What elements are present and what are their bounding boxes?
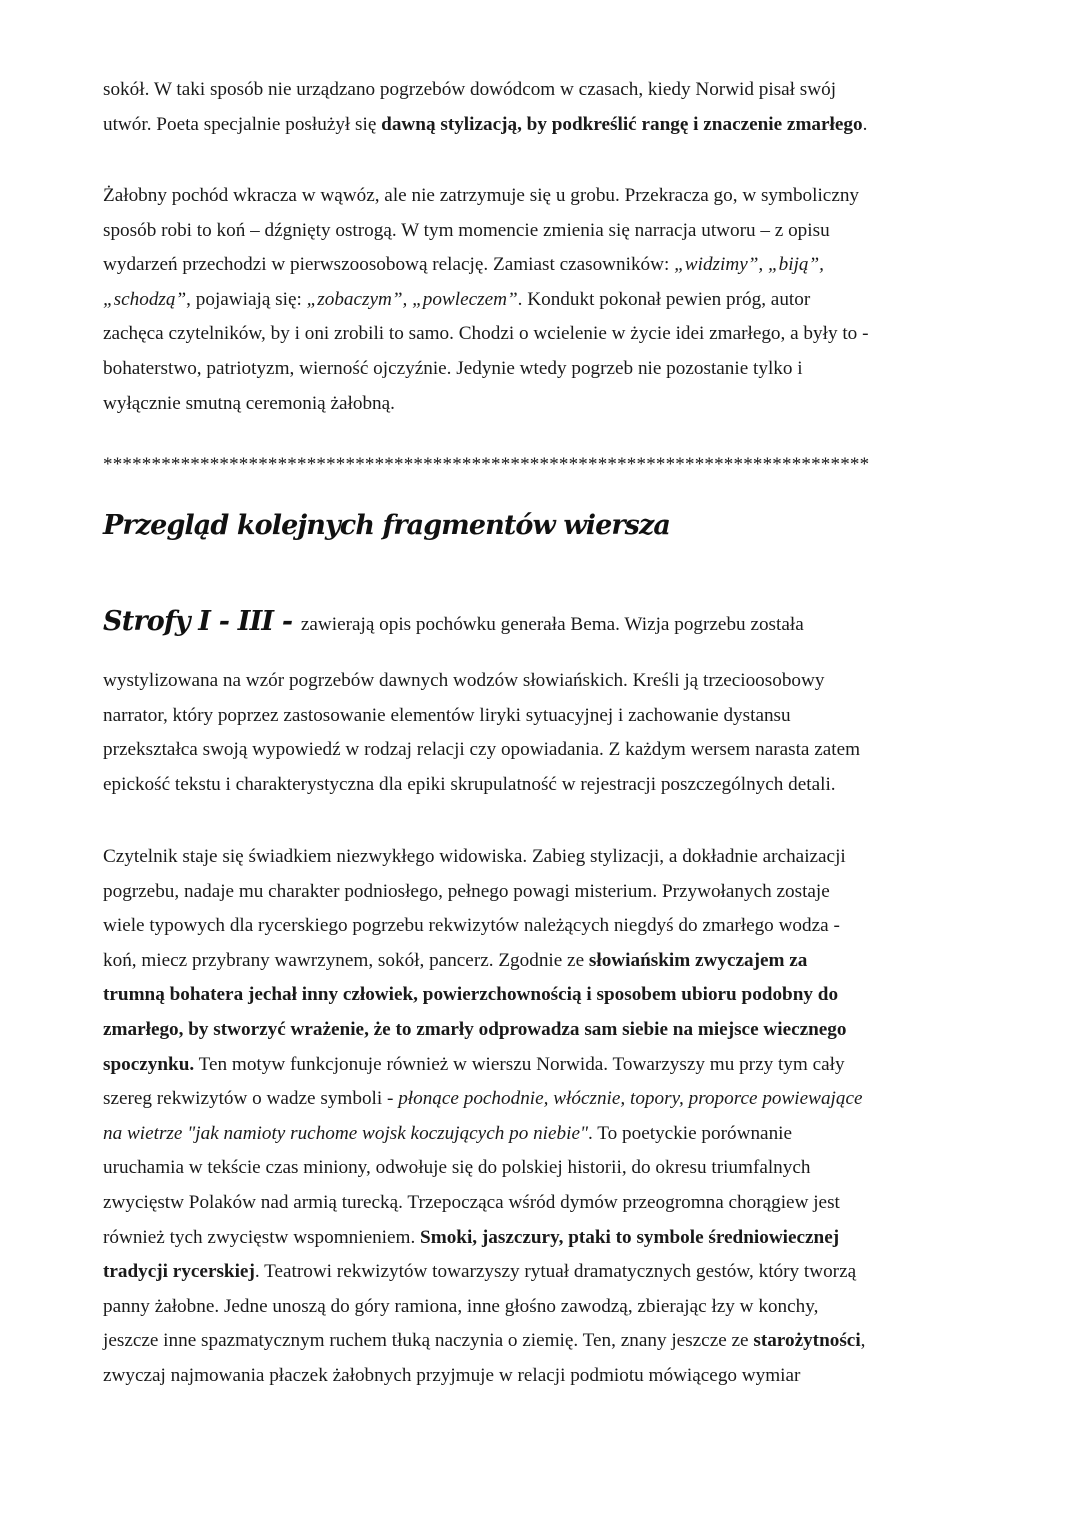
text-line [103, 978, 983, 1013]
text-run: wyłącznie smutną ceremonią żałobną. [103, 392, 395, 414]
text-run: , pojawiają się: [186, 288, 307, 310]
text-line [103, 1082, 983, 1117]
text-run: panny żałobne. Jedne unoszą do góry ramiona, inne głośno zawodzą, zbierając łzy w konchy, [103, 1295, 819, 1317]
text-line [103, 1013, 983, 1048]
text-line [103, 909, 983, 944]
text-line [103, 875, 983, 910]
text-line [103, 179, 983, 214]
text-run: zachęca czytelników, by i oni zrobili to samo. Chodzi o wcielenie w życie idei zmarłego, a były to - [103, 323, 869, 345]
text-run: narrator, który poprzez zastosowanie elementów liryki sytuacyjnej i zachowanie dystansu [103, 704, 791, 726]
bold-text: tradycji rycerskiej [103, 1261, 255, 1283]
text-run: jeszcze inne spazmatycznym ruchem tłuką naczynia o ziemię. Ten, znany jeszcze ze [103, 1330, 754, 1352]
bold-text: starożytności [753, 1330, 861, 1352]
paragraph-procession [103, 179, 983, 421]
text-run: również tych zwycięstw wspomnieniem. [103, 1226, 421, 1248]
text-line [103, 1255, 983, 1290]
text-run: zwyczaj najmowania płaczek żałobnych przyjmuje w relacji podmiotu mówiącego wymiar [103, 1364, 801, 1386]
italic-text: „zobaczym”, „powleczem” [306, 288, 518, 310]
bold-text: dawną stylizacją, by podkreślić rangę i znaczenie zmarłego [381, 113, 863, 135]
text-line [103, 944, 983, 979]
text-run: . Teatrowi rekwizytów towarzyszy rytuał dramatycznych gestów, który tworzą [254, 1261, 857, 1283]
text-run: uruchamia w tekście czas miniony, odwołuje się do polskiej historii, do okresu triumfalnych [103, 1157, 811, 1179]
text-line [103, 1117, 983, 1152]
text-run: . To poetyckie porównanie [588, 1122, 793, 1144]
text-line [103, 664, 983, 699]
text-run: wystylizowana na wzór pogrzebów dawnych wodzów słowiańskich. Kreśli ją trzecioosobowy [103, 670, 825, 691]
text-line [103, 1221, 983, 1256]
text-run: Czytelnik staje się świadkiem niezwykłego widowiska. Zabieg stylizacji, a dokładnie archaizacji [103, 846, 846, 867]
bold-text: Smoki, jaszczury, ptaki to symbole średniowiecznej [420, 1226, 840, 1248]
text-line [103, 214, 983, 249]
text-run: zwycięstw Polaków nad armią turecką. Trzepocząca wśród dymów przeogromna chorągiew jest [103, 1191, 840, 1213]
text-run: . [862, 113, 868, 135]
bold-text: spoczynku. [103, 1053, 195, 1075]
text-run: bohaterstwo, patriotyzm, wierność ojczyźnie. Jedynie wtedy pogrzeb nie pozostanie tylko i [103, 357, 803, 379]
text-line [103, 1359, 983, 1394]
text-run: epickość tekstu i charakterystyczna dla epiki skrupulatność w rejestracji poszczególnych detali. [103, 773, 836, 795]
text-run: szereg rekwizytów o wadze symboli - [103, 1088, 399, 1110]
text-line [103, 352, 983, 387]
paragraph-strofy-description [103, 664, 983, 802]
strofy-intro-line [103, 606, 804, 637]
bold-text: trumną bohatera jechał inny człowiek, powierzchownością i sposobem ubioru podobny do [103, 984, 839, 1006]
text-line [103, 1151, 983, 1186]
text-line [103, 1324, 983, 1359]
paragraph-spectacle [103, 840, 983, 1394]
text-run: utwór. Poeta specjalnie posłużył się [103, 113, 382, 135]
strofy-label: Strofy I - III - [103, 606, 301, 637]
text-line [103, 1290, 983, 1325]
text-run: wiele typowych dla rycerskiego pogrzebu rekwizytów należących niegdyś do zmarłego wodza - [103, 915, 840, 937]
italic-text: „schodzą” [103, 288, 187, 310]
italic-text: na wietrze "jak namioty ruchome wojsk koczujących po niebie" [103, 1122, 589, 1144]
text-line [103, 768, 983, 803]
text-run: . Kondukt pokonał pewien próg, autor [517, 288, 811, 310]
bold-text: zmarłego, by stworzyć wrażenie, że to zmarły odprowadza sam siebie na miejsce wiecznego [103, 1018, 847, 1040]
text-line [103, 283, 983, 318]
paragraph-intro [103, 73, 983, 142]
text-run: przekształca swoją wypowiedź w rodzaj relacji czy opowiadania. Z każdym wersem narasta zatem [103, 739, 861, 761]
text-run: wydarzeń przechodzi w pierwszoosobową relację. Zamiast czasowników: [103, 254, 675, 276]
strofy-text: zawierają opis pochówku generała Bema. Wizja pogrzebu została [300, 614, 804, 635]
text-line [103, 699, 983, 734]
bold-text: słowiańskim zwyczajem za [588, 949, 808, 971]
text-line [103, 108, 983, 143]
italic-text: płonące pochodnie, włócznie, topory, proporce powiewające [398, 1088, 863, 1110]
text-line [103, 1186, 983, 1221]
text-run: Żałobny pochód wkracza w wąwóz, ale nie zatrzymuje się u grobu. Przekracza go, w symboliczny [103, 185, 860, 206]
text-run: koń, miecz przybrany wawrzynem, sokół, pancerz. Zgodnie ze [103, 949, 589, 971]
italic-text: „widzimy”, „biją”, [674, 254, 824, 276]
text-line [103, 317, 983, 352]
asterisk-separator: ******************************************************************************* [103, 454, 870, 475]
text-line [103, 73, 983, 108]
text-run: sposób robi to koń – dźgnięty ostrogą. W tym momencie zmienia się narracja utworu – z opisu [103, 219, 830, 241]
text-run: Ten motyw funkcjonuje również w wierszu Norwida. Towarzyszy mu przy tym cały [194, 1053, 845, 1075]
text-run: , [860, 1330, 866, 1352]
text-line [103, 840, 983, 875]
section-heading: Przegląd kolejnych fragmentów wiersza [103, 510, 671, 541]
text-run: sokół. W taki sposób nie urządzano pogrzebów dowódcom w czasach, kiedy Norwid pisał swój [103, 79, 837, 100]
text-line [103, 1048, 983, 1083]
text-line [103, 733, 983, 768]
text-line [103, 387, 983, 422]
text-line [103, 248, 983, 283]
text-run: pogrzebu, nadaje mu charakter podniosłego, pełnego powagi misterium. Przywołanych zostaje [103, 880, 830, 902]
